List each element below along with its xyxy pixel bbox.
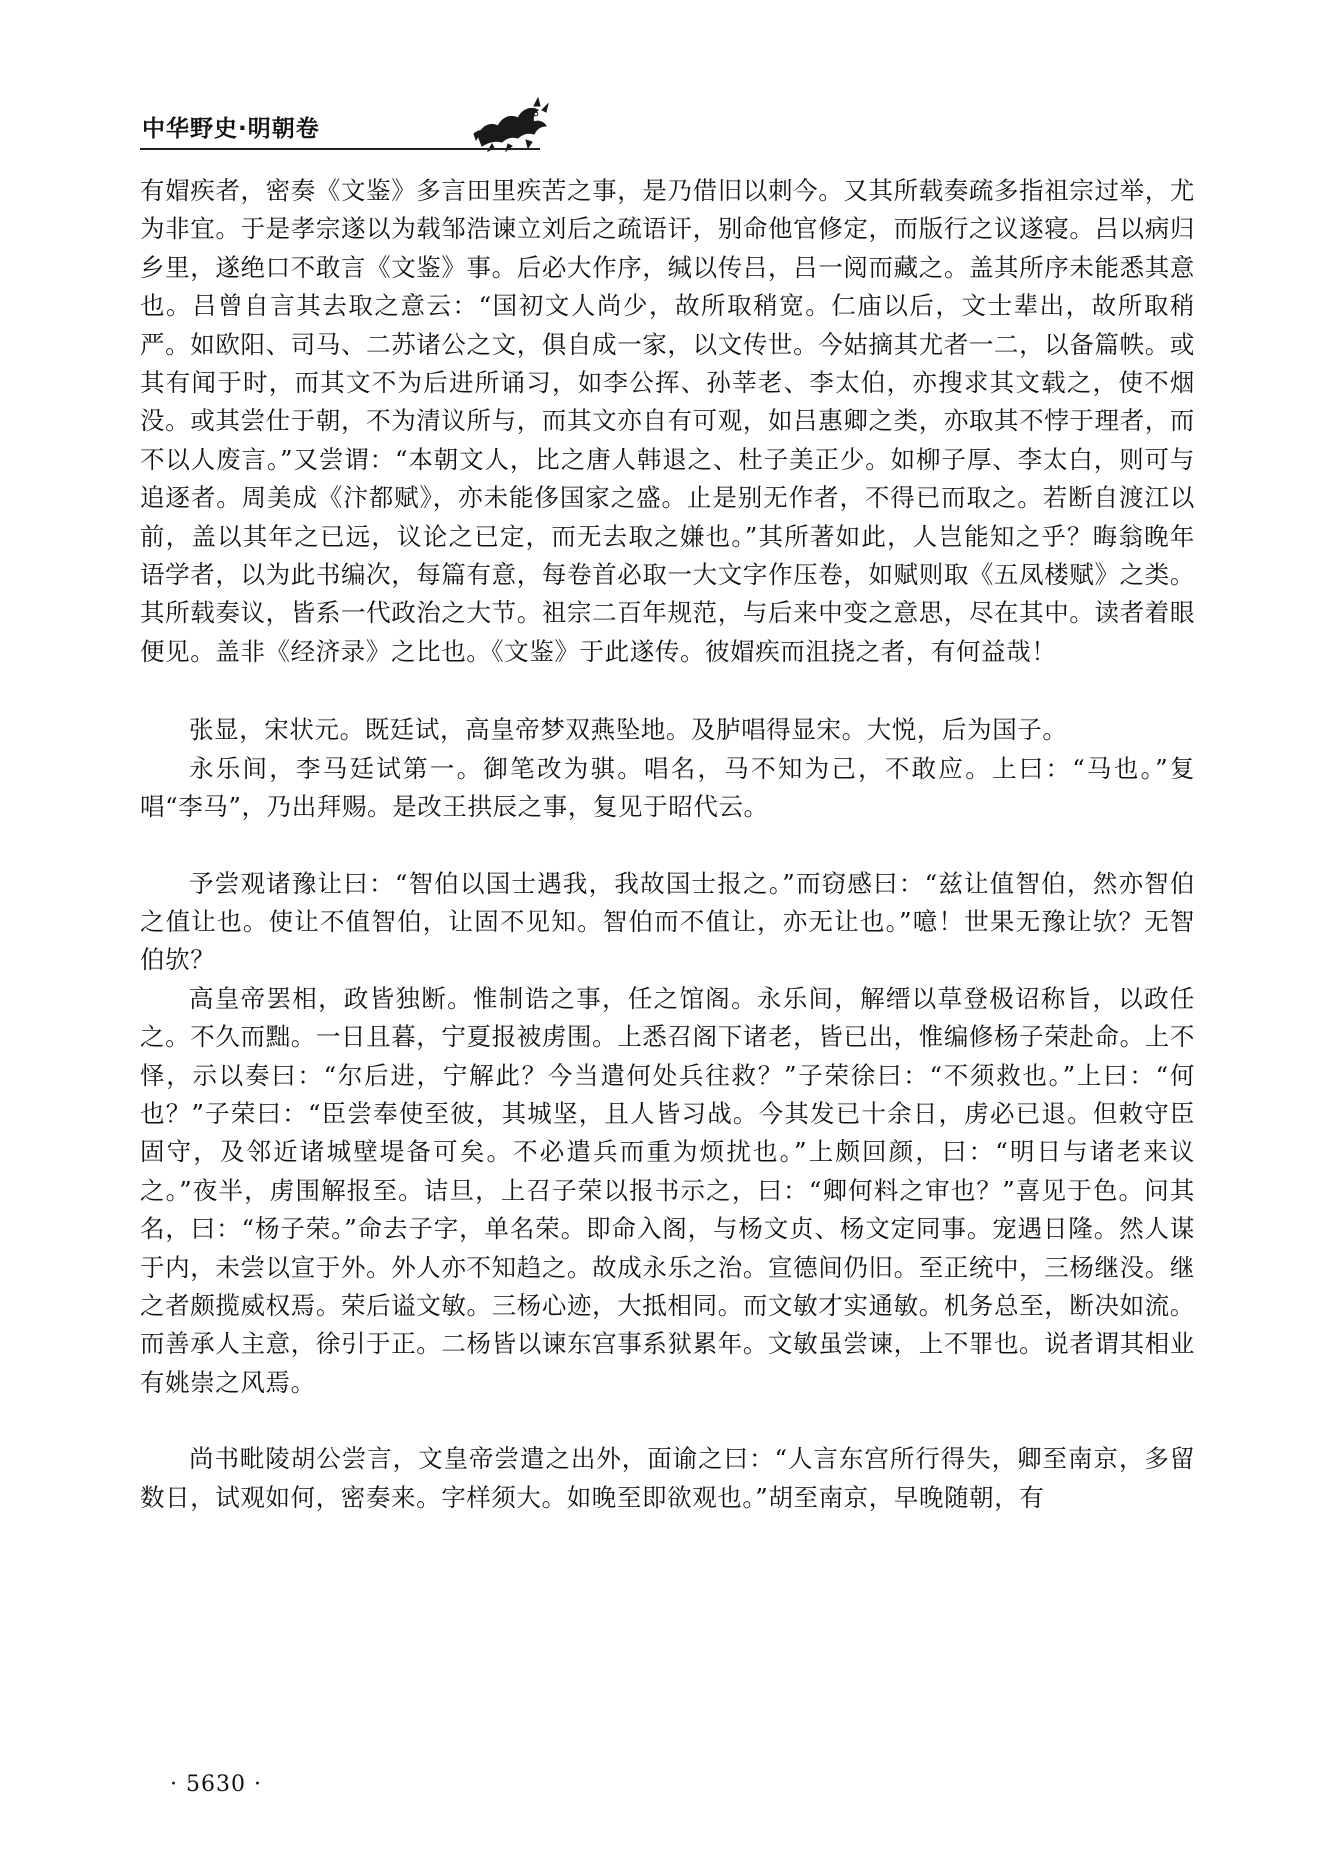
paragraph: 张显，宋状元。既廷试，高皇帝梦双燕坠地。及胪唱得显宋。大悦，后为国子。: [189, 715, 1068, 745]
paragraph: 尚书毗陵胡公尝言，文皇帝尝遣之出外，面谕之曰：“人言东宫所行得失，卿至南京，多留数日，试观如何，密奏来。字样须大。如晚至即欲观也。”胡至南京，早晚随朝，有: [140, 1444, 1195, 1512]
text-section-zhuangyuan: [140, 711, 1195, 826]
paragraph: 予尝观诸豫让曰：“智伯以国士遇我，我故国士报之。”而窃感曰：“兹让值智伯，然亦智伯之值让也。使让不值智伯，让固不见知。智伯而不值让，亦无让也。”噫！世果无豫让欤？无智伯欤？: [140, 868, 1195, 975]
page-number: · 5630 ·: [170, 1772, 262, 1797]
text-section-hu-gong: [140, 1440, 1195, 1517]
paragraph: 有媢疾者，密奏《文鉴》多言田里疾苦之事，是乃借旧以刺今。又其所载奏疏多指祖宗过举，尤为非宜。于是孝宗遂以为载邹浩谏立刘后之疏语讦，别命他官修定，而版行之议遂寝。吕以病归乡里，遂绝口不敢言《文鉴》事。后必大作序，缄以传吕，吕一阅而藏之。盖其所序未能悉其意也。吕曾自言其去取之意云：“国初文人尚少，故所取稍宽。仁庙以后，文士辈出，故所取稍严。如欧阳、司马、二苏诸公之文，俱自成一家，以文传世。今姑摘其尤者一二，以备篇帙。或其有闻于时，而其文不为后进所诵习，如李公挥、孙莘老、李太伯，亦搜求其文载之，使不烟没。或其尝仕于朝，不为清议所与，而其文亦自有可观，如吕惠卿之类，亦取其不悖于理者，而不以人废言。”又尝谓：“本朝文人，比之唐人韩退之、杜子美正少。如柳子厚、李太白，则可与追逐者。周美成《汴都赋》，亦未能侈国家之盛。止是别无作者，不得已而取之。若断自渡江以前，盖以其年之已远，议论之已定，而无去取之嫌也。”其所著如此，人岂能知之乎？晦翁晚年语学者，以为此书编次，每篇有意，每卷首必取一大文字作压卷，如赋则取《五凤楼赋》之类。其所载奏议，皆系一代政治之大节。祖宗二百年规范，与后来中变之意思，尽在其中。读者着眼便见。盖非《经济录》之比也。《文鉴》于此遂传。彼媢疾而沮挠之者，有何益哉！: [140, 176, 1195, 666]
dragon-emblem-icon: [472, 96, 550, 152]
running-header-title: 中华野史·明朝卷: [142, 116, 320, 142]
text-section-yurang-yangrong: [140, 865, 1195, 1403]
paragraph: 永乐间，李马廷试第一。御笔改为骐。唱名，马不知为己，不敢应。上曰：“马也。”复唱“李马”，乃出拜赐。是改王拱辰之事，复见于昭代云。: [140, 753, 1195, 822]
header-rule: [140, 148, 540, 150]
text-section-wenjian: [140, 172, 1195, 671]
running-header: [140, 96, 1195, 158]
paragraph: 高皇帝罢相，政皆独断。惟制诰之事，任之馆阁。永乐间，解缙以草登极诏称旨，以政任之。不久而黜。一日且暮，宁夏报被虏围。上悉召阁下诸老，皆已出，惟编修杨子荣赴命。上不怿，示以奏曰：“尔后进，宁解此？今当遣何处兵往救？”子荣徐曰：“不须救也。”上曰：“何也？”子荣曰：“臣尝奉使至彼，其城坚，且人皆习战。今其发已十余日，虏必已退。但敕守臣固守，及邻近诸城壁堤备可矣。不必遣兵而重为烦扰也。”上颇回颜，曰：“明日与诸老来议之。”夜半，虏围解报至。诘旦，上召子荣以报书示之，曰：“卿何料之审也？”喜见于色。问其名，曰：“杨子荣。”命去子字，单名荣。即命入阁，与杨文贞、杨文定同事。宠遇日隆。然人谋于内，未尝以宣于外。外人亦不知趋之。故成永乐之治。宣德间仍旧。至正统中，三杨继没。继之者颇揽威权焉。荣后谥文敏。三杨心迹，大抵相同。而文敏才实通敏。机务总至，断决如流。而善承人主意，徐引于正。二杨皆以谏东宫事系狱累年。文敏虽尝谏，上不罪也。说者谓其相业有姚崇之风焉。: [140, 983, 1195, 1397]
body-text: [140, 172, 1195, 1557]
